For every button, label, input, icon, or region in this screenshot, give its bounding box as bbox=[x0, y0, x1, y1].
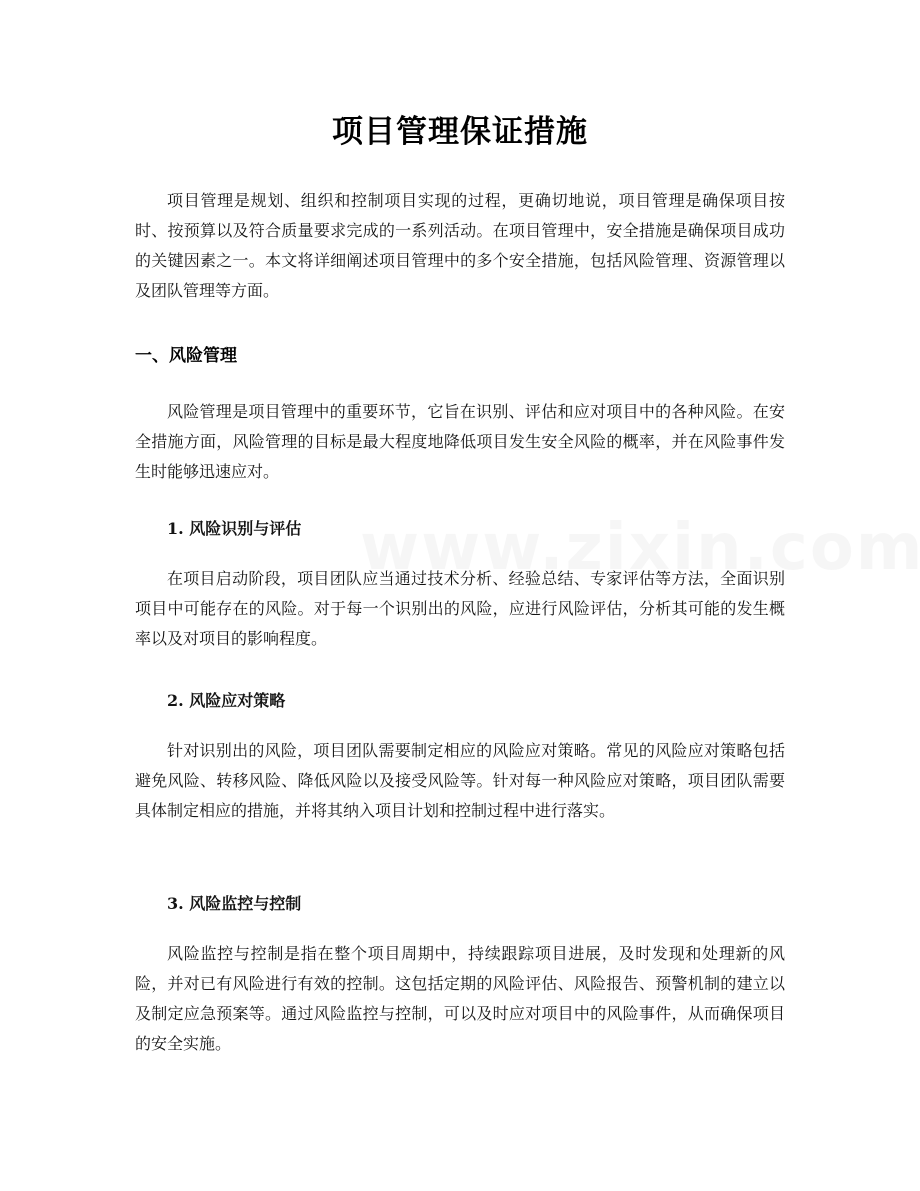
subheading-risk-monitoring: 3. 风险监控与控制 bbox=[167, 894, 302, 913]
intro-paragraph: 项目管理是规划、组织和控制项目实现的过程，更确切地说，项目管理是确保项目按时、按预算以及符合质量要求完成的一系列活动。在项目管理中，安全措施是确保项目成功的关键因素之一。本文将详细阐述项目管理中的多个安全措施，包括风险管理、资源管理以及团队管理等方面。 bbox=[135, 191, 785, 300]
paragraph-risk-identification: 在项目启动阶段，项目团队应当通过技术分析、经验总结、专家评估等方法，全面识别项目中可能存在的风险。对于每一个识别出的风险，应进行风险评估，分析其可能的发生概率以及对项目的影响程度。 bbox=[135, 569, 785, 648]
paragraph-risk-response: 针对识别出的风险，项目团队需要制定相应的风险应对策略。常见的风险应对策略包括避免风险、转移风险、降低风险以及接受风险等。针对每一种风险应对策略，项目团队需要具体制定相应的措施，并将其纳入项目计划和控制过程中进行落实。 bbox=[135, 741, 785, 820]
section-heading-risk-management: 一、风险管理 bbox=[135, 346, 237, 366]
paragraph-risk-monitoring: 风险监控与控制是指在整个项目周期中，持续跟踪项目进展，及时发现和处理新的风险，并对已有风险进行有效的控制。这包括定期的风险评估、风险报告、预警机制的建立以及制定应急预案等。通过风险监控与控制，可以及时应对项目中的风险事件，从而确保项目的安全实施。 bbox=[135, 944, 785, 1053]
section-intro-paragraph: 风险管理是项目管理中的重要环节，它旨在识别、评估和应对项目中的各种风险。在安全措施方面，风险管理的目标是最大程度地降低项目发生安全风险的概率，并在风险事件发生时能够迅速应对。 bbox=[135, 402, 785, 481]
page-title: 项目管理保证措施 bbox=[332, 114, 588, 150]
subheading-risk-response: 2. 风险应对策略 bbox=[167, 691, 286, 710]
subheading-risk-identification: 1. 风险识别与评估 bbox=[167, 519, 302, 538]
